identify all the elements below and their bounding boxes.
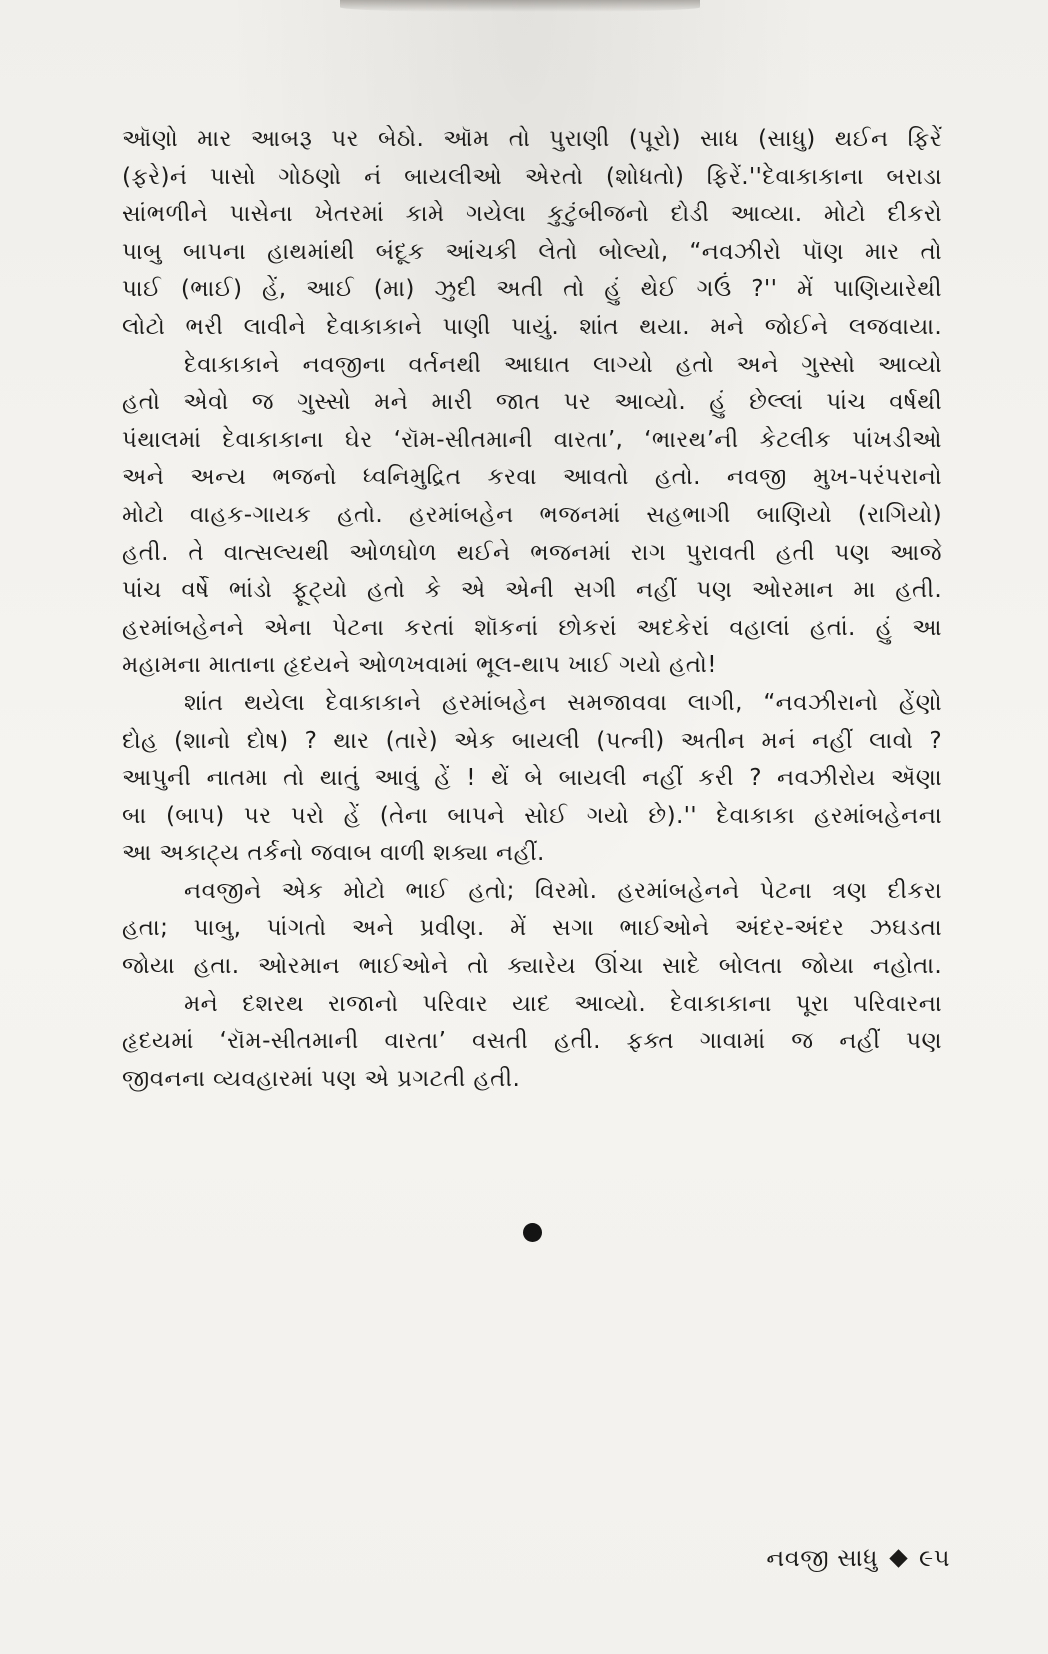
body-text — [122, 120, 942, 1097]
paragraph-line: હૃદયમાં ‘રૉમ-સીતમાની વારતા’ વસતી હતી. ફક્ત ગાવામાં જ નહીં પણ — [122, 1027, 942, 1055]
paragraph-line: મોટો વાહક-ગાયક હતો. હરમાંબહેન ભજનમાં સહભાગી બાણિયો (રાગિયો) — [122, 500, 942, 528]
paragraph-line: હતા; પાબુ, પાંગતો અને પ્રવીણ. મેં સગા ભાઈઓને અંદર-અંદર ઝઘડતા — [122, 914, 942, 942]
paragraph-line: આપુની નાતમા તો થાતું આવું હેં ! થેં બે બાયલી નહીં કરી ? નવઝીરોય ઍણા — [122, 764, 942, 792]
paragraph-line: પાબુ બાપના હાથમાંથી બંદૂક આંચકી લેતો બોલ્યો, “નવઝીરો પૉણ માર તો — [122, 237, 942, 265]
paragraph-line: શાંત થયેલા દેવાકાકાને હરમાંબહેન સમજાવવા લાગી, “નવઝીરાનો હેંણો — [184, 688, 942, 716]
paragraph-line: ઑણો માર આબરૂ પર બેઠો. ઑમ તો પુરાણી (પૂરો) સાધ (સાધુ) થઈન ફિરેં — [122, 125, 942, 152]
paragraph-line: (ફરે)નં પાસો ગોઠણો નં બાયલીઓ એરતો (શોધતો) ફિરેં.''દેવાકાકાના બરાડા — [122, 162, 942, 190]
paragraph-line: પાંચ વર્ષે ભાંડો ફૂટ્યો હતો કે એ એની સગી નહીં પણ ઓરમાન મા હતી. — [122, 576, 942, 604]
paragraph-line: પાઈ (ભાઈ) હેં, આઈ (મા) ઝુદી અતી તો હું થેઈ ગઉં ?'' મેં પાણિયારેથી — [122, 275, 942, 303]
paragraph-line: સાંભળીને પાસેના ખેતરમાં કામે ગયેલા કુટુંબીજનો દોડી આવ્યા. મોટો દીકરો — [122, 200, 942, 228]
paragraph-line: હતી. તે વાત્સલ્યથી ઓળઘોળ થઈને ભજનમાં રાગ પુરાવતી હતી પણ આજે — [122, 538, 942, 566]
paragraph-line: મને દશરથ રાજાનો પરિવાર યાદ આવ્યો. દેવાકાકાના પૂરા પરિવારના — [184, 989, 942, 1017]
paragraph-line: પંથાલમાં દેવાકાકાના ઘેર ‘રૉમ-સીતમાની વારતા’, ‘ભારથ’ની કેટલીક પાંખડીઓ — [122, 425, 942, 453]
binding-shadow — [340, 0, 700, 12]
page-number: ૯૫ — [919, 1544, 950, 1572]
running-title: નવજી સાધુ — [766, 1544, 879, 1572]
paragraph-line: હરમાંબહેનને એના પેટના કરતાં શૉકનાં છોકરાં અદકેરાં વહાલાં હતાં. હું આ — [122, 613, 942, 641]
paragraph-line: આ અકાટ્ય તર્કનો જવાબ વાળી શક્યા નહીં. — [122, 839, 545, 867]
paragraph-line: અને અન્ય ભજનો ધ્વનિમુદ્રિત કરવા આવતો હતો. નવજી મુખ-પરંપરાનો — [122, 463, 942, 491]
paragraph-line: હતો એવો જ ગુસ્સો મને મારી જાત પર આવ્યો. હું છેલ્લાં પાંચ વર્ષથી — [122, 388, 942, 416]
paragraph-line: મહામના માતાના હૃદયને ઓળખવામાં ભૂલ-થાપ ખાઈ ગયો હતો! — [122, 651, 717, 679]
paragraph-line: જોયા હતા. ઓરમાન ભાઈઓને તો ક્યારેય ઊંચા સાદે બોલતા જોયા નહોતા. — [122, 952, 942, 980]
diamond-separator-icon — [889, 1549, 907, 1567]
paragraph-line: દેવાકાકાને નવજીના વર્તનથી આઘાત લાગ્યો હતો અને ગુસ્સો આવ્યો — [184, 350, 942, 378]
paragraph-line: દોહ (શાનો દોષ) ? થાર (તારે) એક બાયલી (પત્ની) અતીન મનં નહીં લાવો ? — [122, 726, 942, 754]
paragraph-line: જીવનના વ્યવહારમાં પણ એ પ્રગટતી હતી. — [122, 1064, 521, 1092]
paragraph-line: નવજીને એક મોટો ભાઈ હતો; વિરમો. હરમાંબહેનને પેટના ત્રણ દીકરા — [184, 876, 942, 904]
paragraph-line: લોટો ભરી લાવીને દેવાકાકાને પાણી પાયું. શાંત થયા. મને જોઈને લજવાયા. — [122, 312, 942, 340]
section-end-bullet — [523, 1223, 542, 1242]
page-footer — [766, 1544, 950, 1572]
paragraph-line: બા (બાપ) પર પરો હેં (તેના બાપને સોઈ ગયો છે).'' દેવાકાકા હરમાંબહેનના — [122, 801, 942, 829]
